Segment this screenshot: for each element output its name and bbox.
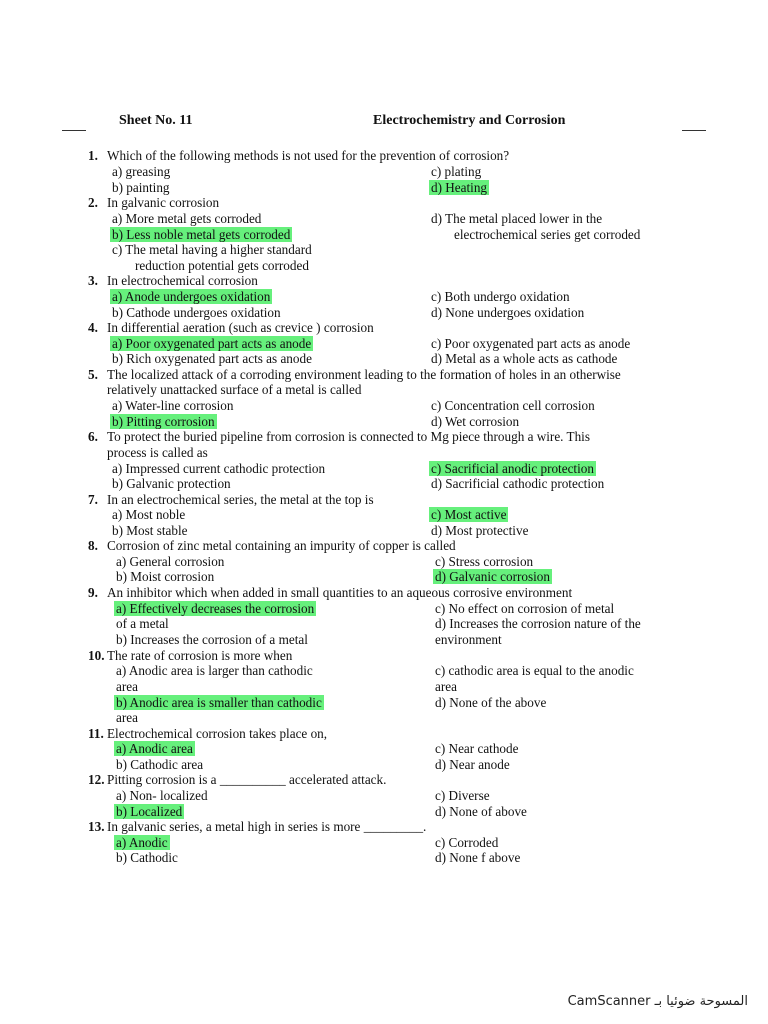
- option-b: b) painting: [112, 180, 170, 195]
- option-c: c) plating: [431, 164, 482, 179]
- question-text: Electrochemical corrosion takes place on,: [107, 726, 328, 741]
- option-a-answer: a) Poor oxygenated part acts as anode: [112, 336, 312, 351]
- question-text: Corrosion of zinc metal containing an impurity of copper is called: [107, 538, 456, 553]
- option-d: d) Near anode: [435, 757, 510, 772]
- question-text-line2: relatively unattacked surface of a metal is called: [107, 382, 362, 397]
- option-a-line2: area: [116, 679, 138, 694]
- option-a: a) Water-line corrosion: [112, 398, 234, 413]
- option-a: a) Most noble: [112, 507, 186, 522]
- option-d-line2: electrochemical series get corroded: [454, 227, 641, 242]
- question-number: 4.: [88, 320, 98, 335]
- option-c: c) Diverse: [435, 788, 490, 803]
- question-number: 5.: [88, 367, 98, 382]
- option-d: d) None of above: [435, 804, 527, 819]
- question-text: The rate of corrosion is more when: [107, 648, 293, 663]
- option-b-line2: area: [116, 710, 138, 725]
- option-a-answer: a) Anodic area: [116, 741, 193, 756]
- option-b: b) Galvanic protection: [112, 476, 231, 491]
- question-text: Pitting corrosion is a __________ accelerated attack.: [107, 772, 387, 787]
- question-text: In an electrochemical series, the metal at the top is: [107, 492, 374, 507]
- option-c-line2: reduction potential gets corroded: [135, 258, 309, 273]
- option-b: b) Cathodic: [116, 850, 178, 865]
- option-a-line1: a) Anodic area is larger than cathodic: [116, 663, 313, 678]
- option-a: a) Non- localized: [116, 788, 208, 803]
- question-number: 12.: [88, 772, 105, 787]
- question-text: Which of the following methods is not used for the prevention of corrosion?: [107, 148, 510, 163]
- option-d: d) Sacrificial cathodic protection: [431, 476, 605, 491]
- question-text: In differential aeration (such as crevice ) corrosion: [107, 320, 374, 335]
- question-text: In galvanic series, a metal high in series is more _________.: [107, 819, 427, 834]
- option-c: c) Stress corrosion: [435, 554, 534, 569]
- option-d-answer: d) Heating: [431, 180, 488, 195]
- question-number: 6.: [88, 429, 98, 444]
- option-d: d) None undergoes oxidation: [431, 305, 585, 320]
- option-c-line1: c) cathodic area is equal to the anodic: [435, 663, 634, 678]
- question-text-line1: The localized attack of a corroding environment leading to the formation of holes in an otherwise: [107, 367, 621, 382]
- option-b: b) Increases the corrosion of a metal: [116, 632, 308, 647]
- header-rule-right: [682, 130, 706, 131]
- question-number: 7.: [88, 492, 98, 507]
- option-a: a) greasing: [112, 164, 171, 179]
- option-d-line1: d) Increases the corrosion nature of the: [435, 616, 641, 631]
- option-b: b) Rich oxygenated part acts as anode: [112, 351, 312, 366]
- option-a-line2: of a metal: [116, 616, 169, 631]
- question-number: 9.: [88, 585, 98, 600]
- option-c-answer: c) Most active: [431, 507, 507, 522]
- option-a: a) More metal gets corroded: [112, 211, 262, 226]
- option-d-line2: environment: [435, 632, 502, 647]
- option-b: b) Moist corrosion: [116, 569, 215, 584]
- question-number: 10.: [88, 648, 105, 663]
- option-b: b) Cathodic area: [116, 757, 204, 772]
- question-number: 11.: [88, 726, 104, 741]
- question-text-line2: process is called as: [107, 445, 208, 460]
- option-c: c) Corroded: [435, 835, 499, 850]
- option-c: c) No effect on corrosion of metal: [435, 601, 615, 616]
- option-a-answer: a) Anodic: [116, 835, 168, 850]
- question-number: 8.: [88, 538, 98, 553]
- option-c: c) Concentration cell corrosion: [431, 398, 595, 413]
- question-number: 2.: [88, 195, 98, 210]
- question-text: An inhibitor which when added in small quantities to an aqueous corrosive environment: [107, 585, 573, 600]
- option-b-answer: b) Localized: [116, 804, 183, 819]
- page-title: Electrochemistry and Corrosion: [373, 113, 566, 128]
- camscanner-watermark: CamScanner المسوحة ضوئيا بـ: [567, 994, 748, 1009]
- question-number: 13.: [88, 819, 105, 834]
- option-d: d) Most protective: [431, 523, 529, 538]
- option-d: d) None of the above: [435, 695, 547, 710]
- question-number: 3.: [88, 273, 98, 288]
- option-d: d) Wet corrosion: [431, 414, 520, 429]
- option-b-answer: b) Less noble metal gets corroded: [112, 227, 291, 242]
- option-c-line1: c) The metal having a higher standard: [112, 242, 312, 257]
- option-c: c) Near cathode: [435, 741, 519, 756]
- option-d: d) None f above: [435, 850, 521, 865]
- option-b-answer: b) Anodic area is smaller than cathodic: [116, 695, 322, 710]
- option-d-line1: d) The metal placed lower in the: [431, 211, 603, 226]
- option-a-answer: a) Anode undergoes oxidation: [112, 289, 271, 304]
- sheet-number: Sheet No. 11: [119, 113, 193, 128]
- option-c-answer: c) Sacrificial anodic protection: [431, 461, 594, 476]
- option-c: c) Poor oxygenated part acts as anode: [431, 336, 631, 351]
- option-d: d) Metal as a whole acts as cathode: [431, 351, 618, 366]
- option-c: c) Both undergo oxidation: [431, 289, 570, 304]
- option-a: a) General corrosion: [116, 554, 225, 569]
- header-rule-left: [62, 130, 86, 131]
- option-a-answer: a) Effectively decreases the corrosion: [116, 601, 315, 616]
- option-c-line2: area: [435, 679, 457, 694]
- option-b: b) Cathode undergoes oxidation: [112, 305, 281, 320]
- option-a: a) Impressed current cathodic protection: [112, 461, 326, 476]
- option-b-answer: b) Pitting corrosion: [112, 414, 215, 429]
- question-text: In electrochemical corrosion: [107, 273, 258, 288]
- option-d-answer: d) Galvanic corrosion: [435, 569, 550, 584]
- question-text-line1: To protect the buried pipeline from corrosion is connected to Mg piece through a wire. This: [107, 429, 590, 444]
- question-text: In galvanic corrosion: [107, 195, 220, 210]
- option-b: b) Most stable: [112, 523, 188, 538]
- question-number: 1.: [88, 148, 98, 163]
